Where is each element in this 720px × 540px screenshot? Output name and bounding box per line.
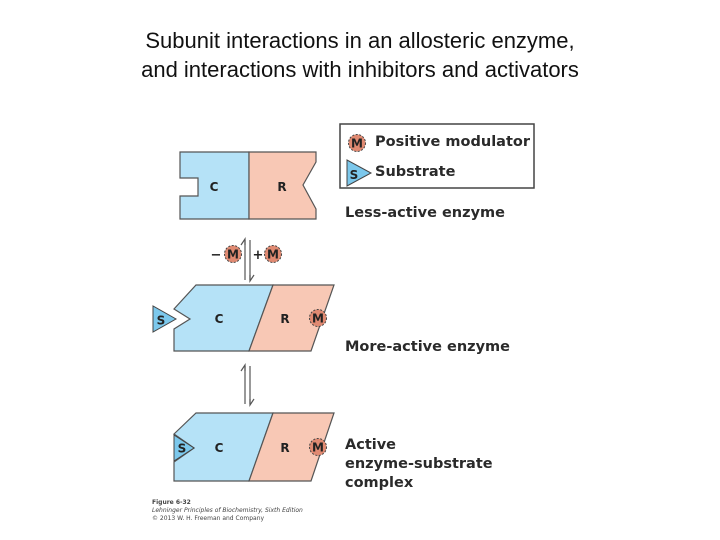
- regulatory-label-middle: R: [280, 312, 290, 326]
- title-line-2: and interactions with inhibitors and activators: [141, 57, 579, 82]
- regulatory-label-top: R: [277, 180, 287, 194]
- caption-book-title: Lehninger Principles of Biochemistry, Sixth Edition: [152, 507, 303, 514]
- minus-sign: −: [210, 248, 222, 263]
- bound-substrate-symbol: S: [177, 441, 187, 456]
- catalytic-label-bottom: C: [214, 441, 224, 455]
- more-active-enzyme: [174, 285, 334, 351]
- plus-sign: +: [252, 248, 264, 263]
- figure-caption: [152, 499, 303, 523]
- equilibrium-arrows-2: [241, 365, 254, 405]
- catalytic-label-middle: C: [214, 312, 224, 326]
- complex-label-line-3: complex: [345, 475, 414, 491]
- less-active-label: Less-active enzyme: [345, 205, 505, 221]
- modulator-binding-symbol: M: [267, 247, 279, 262]
- legend-substrate-label: Substrate: [375, 164, 456, 180]
- enzyme-substrate-complex: [174, 413, 334, 481]
- complex-label-line-1: Active: [345, 437, 397, 453]
- title-line-1: Subunit interactions in an allosteric enzyme,: [145, 28, 575, 53]
- catalytic-label-top: C: [209, 180, 219, 194]
- caption-figure-number: Figure 6-32: [152, 499, 191, 506]
- less-active-enzyme: [180, 152, 316, 219]
- modulator-release-symbol: M: [227, 247, 239, 262]
- bound-modulator-symbol-bottom: M: [312, 440, 324, 455]
- caption-copyright: © 2013 W. H. Freeman and Company: [152, 515, 265, 522]
- complex-label-line-2: enzyme-substrate: [345, 456, 493, 472]
- legend-substrate-symbol: S: [349, 168, 359, 182]
- legend-modulator-symbol: M: [351, 136, 363, 151]
- legend-modulator-label: Positive modulator: [375, 134, 530, 150]
- complex-label: [345, 436, 493, 493]
- regulatory-label-bottom: R: [280, 441, 290, 455]
- bound-modulator-symbol-middle: M: [312, 311, 324, 326]
- free-substrate-symbol: S: [156, 313, 166, 328]
- more-active-label: More-active enzyme: [345, 339, 511, 355]
